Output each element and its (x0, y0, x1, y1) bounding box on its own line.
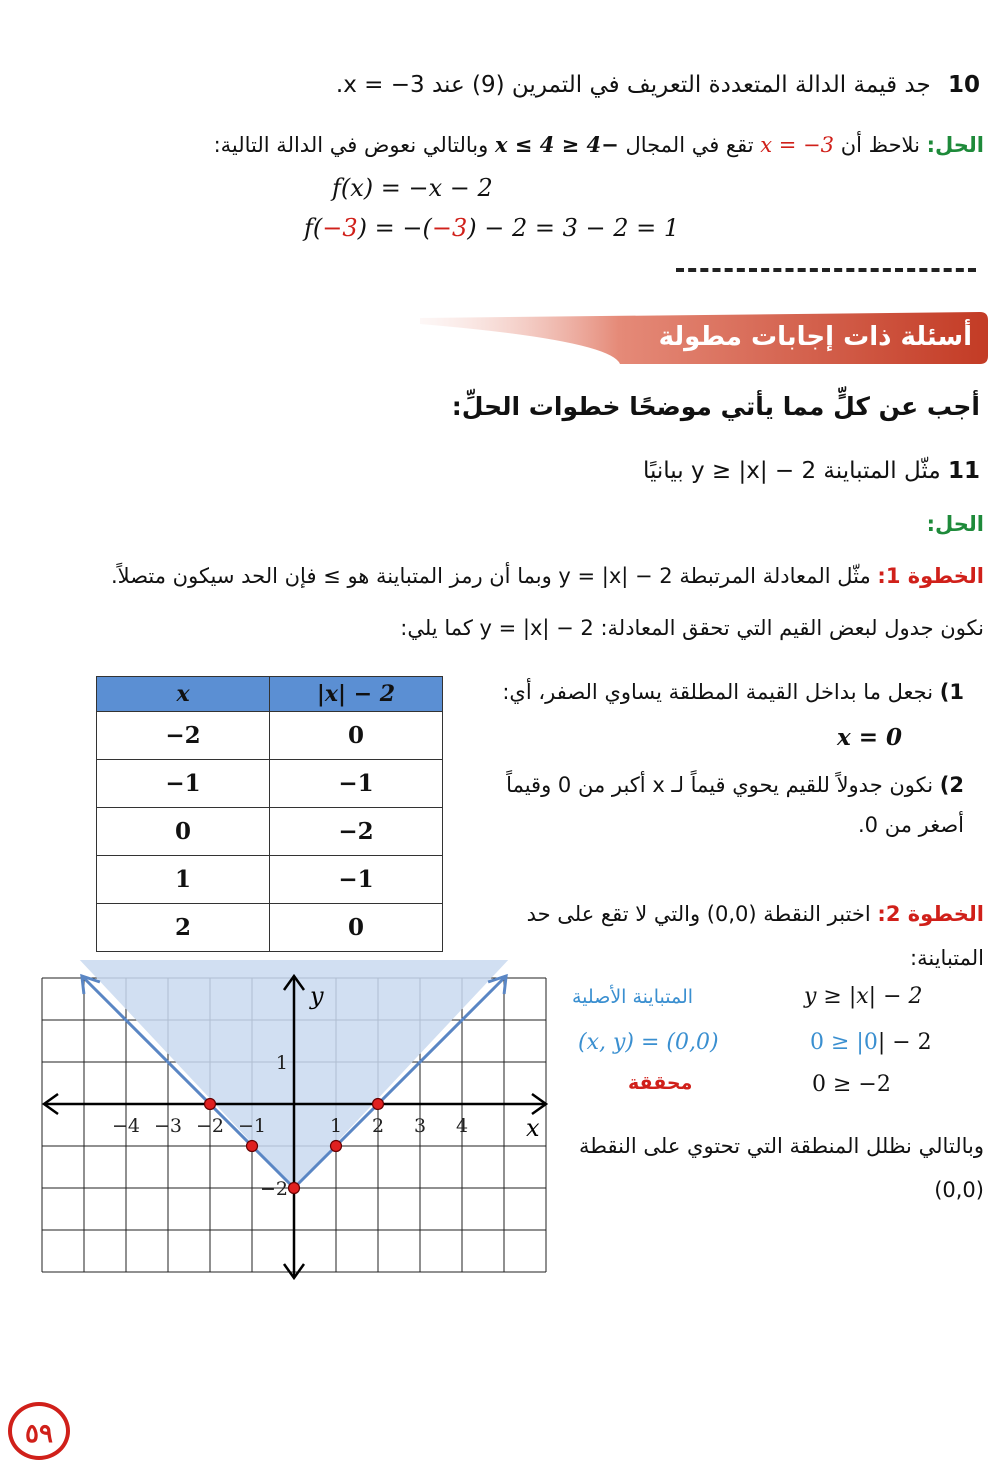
instructions: أجب عن كلٍّ مما يأتي موضحًا خطوات الحلِّ: (451, 392, 980, 421)
solution-text: وبالتالي نعوض في الدالة التالية: (213, 133, 489, 157)
values-table (96, 676, 443, 952)
step-text: اختبر النقطة (0,0) والتي لا تقع على حد المتباينة: (526, 902, 984, 971)
x-tick-label: 3 (413, 1115, 427, 1137)
solution-text: نلاحظ أن (840, 133, 920, 157)
table-cell: 0 (270, 712, 443, 760)
equation-2 (304, 214, 679, 242)
step-1 (44, 564, 984, 588)
note-1-equation: x = 0 (836, 724, 902, 751)
table-cell: 1 (97, 856, 270, 904)
x-tick-label: −2 (195, 1115, 225, 1137)
note-text: نجعل ما بداخل القيمة المطلقة يساوي الصفر، أي: (502, 680, 934, 704)
y-tick-label: −2 (259, 1178, 288, 1200)
graph-point (247, 1141, 258, 1152)
solution-10 (64, 132, 984, 157)
x-tick-label: −4 (111, 1115, 141, 1137)
equation-1: f(x) = −x − 2 (332, 174, 493, 202)
y-tick-label: 1 (275, 1052, 288, 1074)
check-row-3-label: محققة (628, 1072, 693, 1094)
question-number: 10 (947, 72, 980, 98)
table-cell: 2 (97, 904, 270, 952)
graph-point (205, 1099, 216, 1110)
table-row (97, 808, 443, 856)
note-text: نكون جدولاً للقيم يحوي قيماً لـ x أكبر من 0 وقيماً أصغر من 0. (506, 773, 964, 837)
question-text: مثّل المتباينة y ≥ |x| − 2 بيانيًا (642, 458, 941, 484)
solution-text: تقع في المجال (625, 133, 754, 157)
section-title: أسئلة ذات إجابات مطولة (658, 322, 972, 352)
divider (676, 268, 976, 272)
table-header: x (97, 677, 270, 712)
x-tick-label: −3 (153, 1115, 183, 1137)
interval: −4 ≤ x ≤ 4 (494, 132, 619, 157)
note-1 (484, 680, 964, 704)
table-cell: 0 (270, 904, 443, 952)
question-10 (80, 72, 980, 98)
check-row-2-label: (x, y) = (0,0) (578, 1030, 719, 1055)
math-part: 0 (863, 1030, 878, 1055)
eq-part: ) = −( (357, 214, 432, 242)
eq-part: ) − 2 = 3 − 2 = 1 (467, 214, 680, 242)
table-row (97, 760, 443, 808)
table-cell: −1 (270, 760, 443, 808)
table-cell: −2 (97, 712, 270, 760)
inequality-graph (36, 960, 556, 1290)
y-axis-label: y (310, 982, 324, 1010)
note-number: 1) (939, 680, 964, 704)
check-row-1-label: المتباينة الأصلية (572, 986, 694, 1008)
table-cell: −1 (97, 760, 270, 808)
x-axis-label: x (526, 1114, 540, 1142)
table-cell: −1 (270, 856, 443, 904)
note-2 (464, 766, 964, 846)
solution-label: الحل: (926, 133, 984, 157)
table-header-row (97, 677, 443, 712)
x-tick-label: −1 (237, 1115, 267, 1137)
x-tick-label: 4 (455, 1115, 469, 1137)
eq-part: −3 (322, 214, 358, 242)
eq-part: −3 (431, 214, 468, 242)
x-tick-label: 1 (329, 1115, 343, 1137)
table-row (97, 904, 443, 952)
question-number: 11 (947, 458, 980, 484)
step-2 (504, 892, 984, 980)
question-text: جد قيمة الدالة المتعددة التعريف في التمرين (9) عند x = −3. (335, 72, 931, 98)
check-row-1-math: y ≥ |x| − 2 (804, 984, 923, 1009)
table-cell: −2 (270, 808, 443, 856)
step-label: الخطوة 1: (877, 564, 984, 588)
table-row (97, 712, 443, 760)
table-row (97, 856, 443, 904)
check-row-2-math (810, 1030, 932, 1055)
graph-point (373, 1099, 384, 1110)
step-label: الخطوة 2: (877, 902, 984, 926)
x-value: x = −3 (760, 133, 835, 157)
page-number: ٥٩ (8, 1402, 70, 1460)
math-part: 0 ≥ | (810, 1030, 864, 1055)
step-text: مثّل المعادلة المرتبطة y = |x| − 2 وبما أن رمز المتباينة هو ≥ فإن الحد سيكون متصلاً. (111, 564, 871, 588)
question-11 (643, 458, 980, 484)
table-header: |x| − 2 (270, 677, 443, 712)
note-number: 2) (939, 773, 964, 797)
table-intro: نكون جدول لبعض القيم التي تحقق المعادلة: y = |x| − 2 كما يلي: (400, 616, 984, 640)
graph-point (289, 1183, 300, 1194)
solution-label: الحل: (926, 512, 984, 536)
math-part: | − 2 (877, 1030, 932, 1055)
eq-part: f( (304, 214, 323, 242)
conclusion: وبالتالي نظلل المنطقة التي تحتوي على النقطة (0,0) (579, 1134, 984, 1203)
x-tick-label: 2 (371, 1115, 385, 1137)
table-cell: 0 (97, 808, 270, 856)
graph-point (331, 1141, 342, 1152)
check-row-3-math: 0 ≥ −2 (812, 1072, 891, 1097)
